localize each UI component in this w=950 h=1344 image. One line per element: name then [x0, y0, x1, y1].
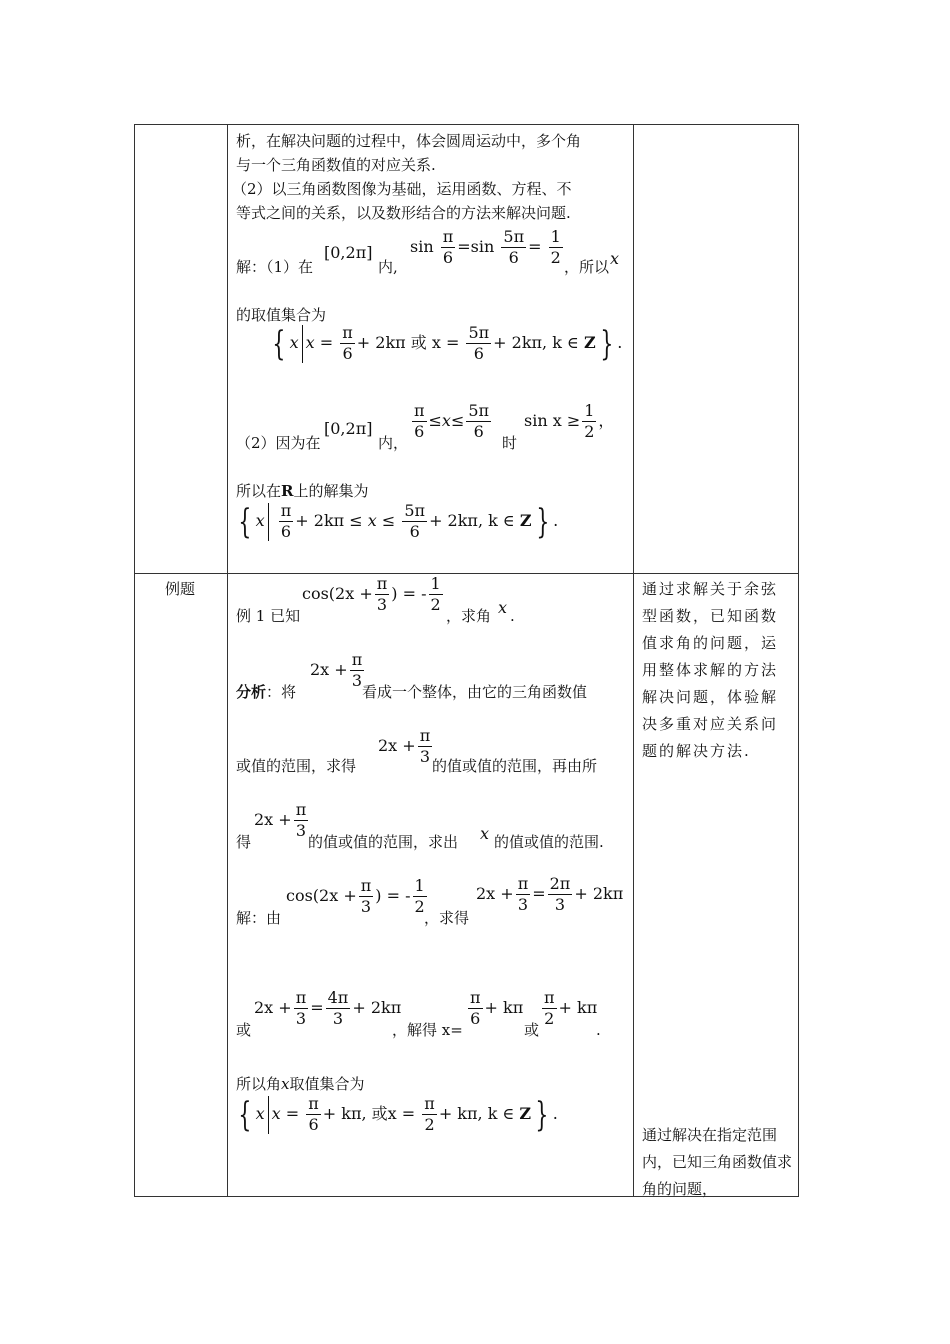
- table-row: [135, 574, 799, 1197]
- math-inequality: $\frac{\pi}{6}$ ≤x≤ $\frac{5\pi}{6}$: [414, 401, 490, 441]
- text-line: 的值或值的范围，再由所: [432, 757, 598, 775]
- text-line: 看成一个整体，由它的三角函数值: [362, 683, 588, 701]
- text-line: 内,: [378, 258, 398, 276]
- math-expr: $\frac{\pi}{2}$ + kπ: [544, 988, 598, 1028]
- math-var: x: [498, 598, 508, 617]
- table-cell-empty: [135, 125, 228, 574]
- lesson-table: [134, 124, 799, 1197]
- text-line: 等式之间的关系，以及数形结合的方法来解决问题.: [236, 204, 571, 222]
- math-interval: [0,2π]: [324, 419, 373, 438]
- text-line: .: [510, 607, 515, 625]
- text-line: 所以角x取值集合为: [236, 1075, 365, 1093]
- math-equation: 2x + $\frac{\pi}{3}$ = $\frac{2\pi}{3}$ + 2kπ: [476, 874, 624, 914]
- text-line: 解：（1）在: [236, 258, 314, 276]
- math-expr: 2x + $\frac{\pi}{3}$: [254, 800, 307, 840]
- math-var: x: [480, 824, 490, 843]
- text-line: （2）因为在: [236, 434, 321, 452]
- text-line: 分析：将: [236, 683, 297, 701]
- text-line: 得: [236, 833, 252, 851]
- math-interval: [0,2π]: [324, 243, 373, 262]
- math-set: { x $\frac{\pi}{6}$ + 2kπ ≤ x ≤ $\frac{5\pi}{6}$ + 2kπ, k ∈ Z } .: [238, 501, 559, 542]
- text-line: ，所以: [564, 258, 610, 276]
- text-line: 的值或值的范围.: [494, 833, 604, 851]
- math-equation: cos(2x + $\frac{\pi}{3}$ ) = - $\frac{1}{2}$: [302, 574, 441, 614]
- text-line: 所以在R上的解集为: [236, 482, 369, 500]
- text-line: ，解得 x=: [392, 1021, 463, 1039]
- text-line: （2）以三角函数图像为基础，运用函数、方程、不: [232, 180, 572, 198]
- table-cell-notes: [634, 574, 799, 1197]
- math-expr: $\frac{\pi}{6}$ + kπ: [470, 988, 524, 1028]
- text-line: 与一个三角函数值的对应关系.: [236, 156, 436, 174]
- text-line: .: [596, 1021, 601, 1039]
- math-set: { x x = $\frac{\pi}{6}$ + 2kπ 或 x = $\frac{5\pi}{6}$ + 2kπ, k ∈ Z } .: [272, 323, 623, 364]
- table-cell-content: [228, 125, 634, 574]
- math-inequality: sin x ≥ $\frac{1}{2}$ ，: [524, 401, 615, 441]
- text-line: 或: [236, 1021, 252, 1039]
- math-equation: 2x + $\frac{\pi}{3}$ = $\frac{4\pi}{3}$ + 2kπ: [254, 988, 402, 1028]
- teaching-note: 通过求解关于余弦型函数，已知函数值求角的问题，运用整体求解的方法解决问题，体验解决多重对应关系问题的解决方法.: [642, 580, 779, 760]
- text-line: ，求得: [424, 909, 470, 927]
- text-line: 内，: [378, 434, 409, 452]
- table-cell-notes: [634, 125, 799, 574]
- text-line: 时: [502, 434, 518, 452]
- table-cell-label: [135, 574, 228, 1197]
- text-line: 或: [524, 1021, 540, 1039]
- text-line: 的值或值的范围，求出: [308, 833, 459, 851]
- math-expr: 2x + $\frac{\pi}{3}$: [310, 650, 363, 690]
- section-label: 例题: [165, 580, 196, 598]
- math-equation: sin $\frac{\pi}{6}$ =sin $\frac{5\pi}{6}$ = $\frac{1}{2}$: [410, 227, 561, 267]
- math-expr: 2x + $\frac{\pi}{3}$: [378, 726, 431, 766]
- teaching-note: 通过解决在指定范围内，已知三角函数值求角的问题，: [642, 1126, 793, 1198]
- math-var: x: [610, 249, 620, 268]
- text-line: 或值的范围，求得: [236, 757, 357, 775]
- table-cell-content: [228, 574, 634, 1197]
- math-equation: cos(2x + $\frac{\pi}{3}$ ) = - $\frac{1}{2}$: [286, 876, 425, 916]
- text-line: 的取值集合为: [236, 306, 327, 324]
- text-line: 例 1 已知: [236, 607, 301, 625]
- text-line: 解：由: [236, 909, 282, 927]
- text-line: 析，在解决问题的过程中，体会圆周运动中，多个角: [236, 132, 582, 150]
- table-row: [135, 125, 799, 574]
- math-set: { x x = $\frac{\pi}{6}$ + kπ, 或x = $\frac{\pi}{2}$ + kπ, k ∈ Z } .: [238, 1094, 558, 1135]
- text-line: ，求角: [446, 607, 492, 625]
